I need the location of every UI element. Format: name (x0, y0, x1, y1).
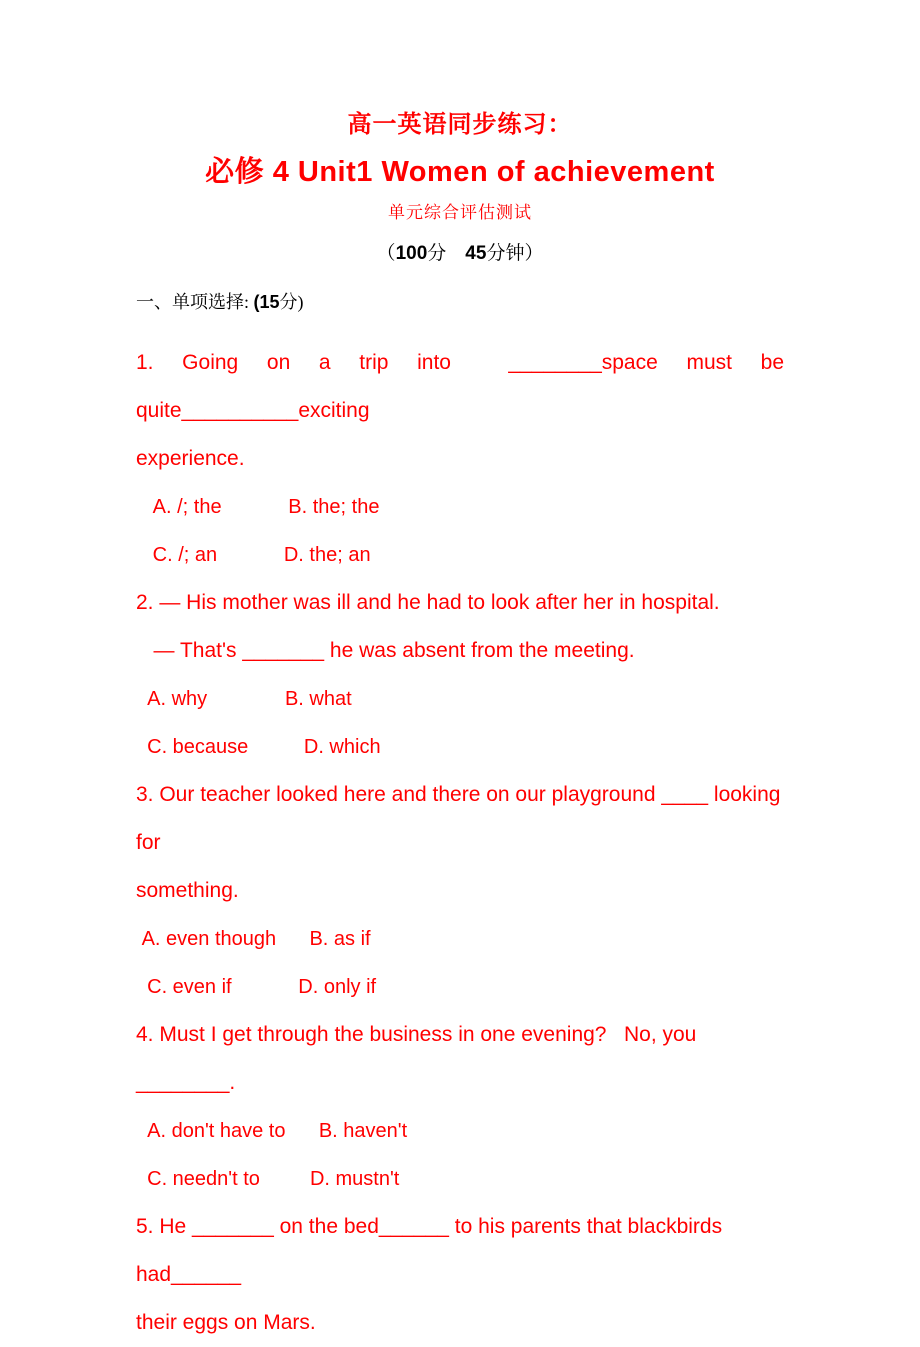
question-3-option-c[interactable]: C. even if (147, 976, 232, 998)
score-time-unit: 分钟） (486, 243, 544, 264)
section-heading-score: (15 (253, 292, 280, 312)
question-4-row2-indent (136, 1168, 147, 1190)
question-3-options-row2 (136, 963, 784, 1011)
question-1-option-d[interactable]: D. the; an (283, 544, 371, 566)
question-1-pad-a (222, 496, 289, 518)
question-4-option-c[interactable]: C. needn't to (147, 1168, 260, 1190)
section-heading-score-unit: 分) (279, 292, 304, 312)
question-4-row1-indent (136, 1120, 147, 1142)
score-paren-open: （ (376, 243, 396, 264)
question-3-stem-line1: 3. Our teacher looked here and there on our playground ____ looking for (136, 783, 787, 854)
question-4-option-b[interactable]: B. haven't (318, 1120, 408, 1142)
score-time: 45 (465, 243, 487, 264)
question-1-row1-indent (136, 496, 153, 518)
question-1-stem-line2: experience. (136, 447, 245, 470)
question-1-row2-indent (136, 544, 153, 566)
question-5-stem-line2: their eggs on Mars. (136, 1311, 316, 1334)
question-3 (136, 771, 787, 1011)
question-2-option-c[interactable]: C. because (147, 736, 249, 758)
question-2-options-row2 (136, 723, 784, 771)
question-4-stem-line1: 4. Must I get through the business in one evening? No, you ________. (136, 1023, 703, 1094)
question-1-option-c[interactable]: C. /; an (152, 544, 218, 566)
page-title-line2-en: 4 Unit1 Women of achievement (272, 156, 715, 188)
question-1-options-row1 (136, 483, 784, 531)
section-heading-label: 一、单项选择: (136, 292, 250, 312)
question-3-row2-indent (136, 976, 147, 998)
question-1 (136, 315, 796, 579)
question-2-row2-indent (136, 736, 147, 758)
question-1-options-row2 (136, 531, 784, 579)
question-4 (136, 1011, 784, 1203)
question-4-options-row2 (136, 1155, 784, 1203)
question-2-option-a[interactable]: A. why (147, 688, 208, 710)
question-1-option-a[interactable]: A. /; the (152, 496, 222, 518)
page-subtitle: 单元综合评估测试 (388, 203, 532, 222)
question-2-option-b[interactable]: B. what (284, 688, 352, 710)
question-2-pad-a (207, 688, 285, 710)
page-title-line1: 高一英语同步练习： (347, 112, 573, 138)
question-4-pad-c (260, 1168, 310, 1190)
question-2-pad-c (248, 736, 304, 758)
question-3-option-a[interactable]: A. even though (141, 928, 277, 950)
question-4-options-row1 (136, 1107, 784, 1155)
score-time-line (136, 225, 784, 267)
question-1-pad-c (217, 544, 284, 566)
question-4-pad-a (285, 1120, 318, 1142)
score-gap (446, 243, 465, 264)
question-1-stem-line1: 1. Going on a trip into ________space must be quite__________exciting (136, 351, 796, 422)
score-points: 100 (395, 243, 428, 264)
question-4-option-a[interactable]: A. don't have to (147, 1120, 286, 1142)
question-2-stem-line2: — That's _______ he was absent from the meeting. (136, 639, 635, 662)
question-3-pad-a (276, 928, 309, 950)
question-1-option-b[interactable]: B. the; the (288, 496, 380, 518)
score-points-unit: 分 (427, 243, 447, 264)
question-3-options-row1 (136, 915, 784, 963)
question-5 (136, 1203, 784, 1347)
question-2-row1-indent (136, 688, 147, 710)
question-2-option-d[interactable]: D. which (303, 736, 381, 758)
question-3-pad-c (232, 976, 299, 998)
page-title-line2 (136, 140, 784, 191)
question-2 (136, 579, 784, 771)
question-3-stem-line2: something. (136, 879, 239, 902)
document-content (136, 0, 796, 1347)
question-2-options-row1 (136, 675, 784, 723)
section-heading (136, 267, 784, 315)
question-3-option-d[interactable]: D. only if (298, 976, 377, 998)
question-4-option-d[interactable]: D. mustn't (309, 1168, 400, 1190)
question-2-stem-line1: 2. — His mother was ill and he had to look after her in hospital. (136, 591, 720, 614)
question-3-option-b[interactable]: B. as if (309, 928, 371, 950)
page-title-line2-cn: 必修 (205, 156, 265, 188)
question-5-stem-line1: 5. He _______ on the bed______ to his parents that blackbirds had______ (136, 1215, 728, 1286)
